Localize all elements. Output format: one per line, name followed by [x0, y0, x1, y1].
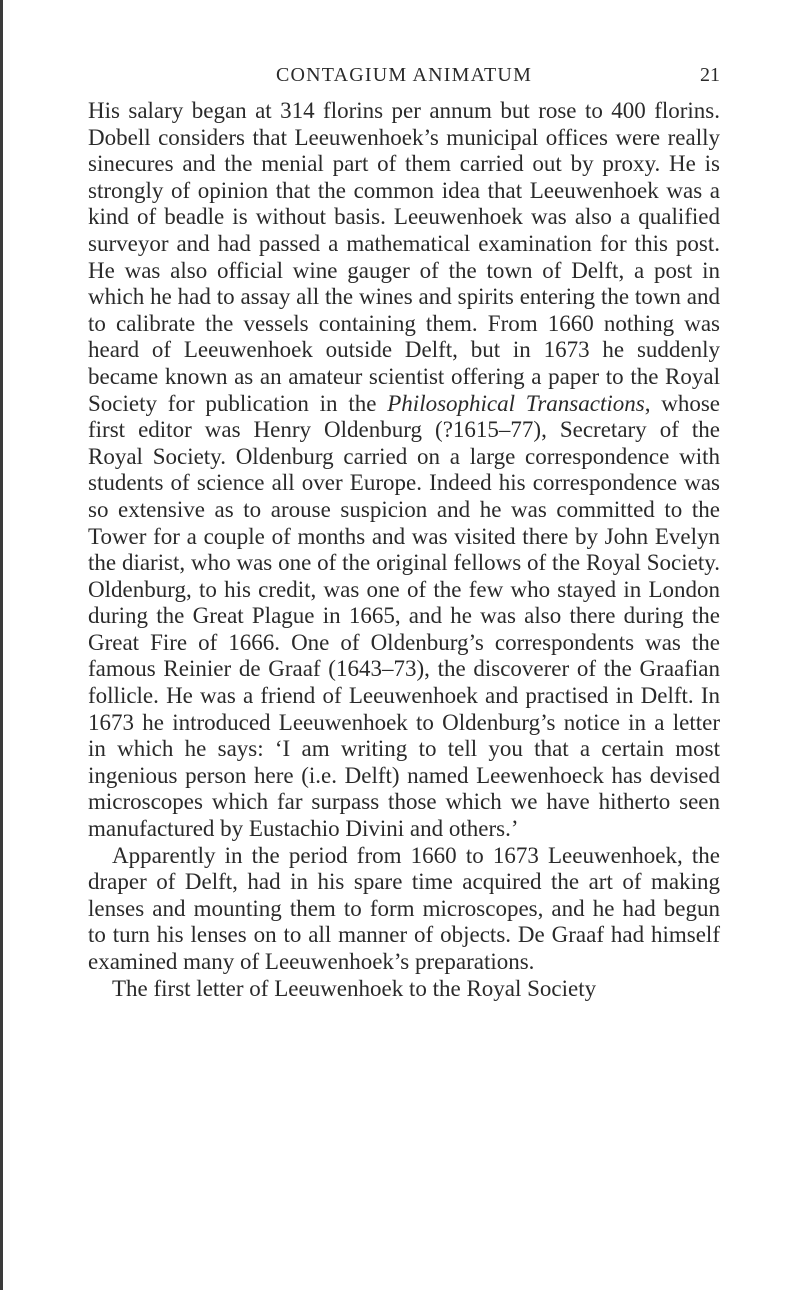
- paragraph-1-text-a: His salary began at 314 florins per annum but rose to 400 florins. Dobell considers that Leeuwenhoek’s municipal offices were really sinecures and the menial part of them carried out by proxy. He is strongly of opinion that the common idea that Leeuwenhoek was a kind of beadle is without basis. Leeuwenhoek was also a qualified surveyor and had passed a mathematical examination for this post. He was also official wine gauger of the town of Delft, a post in which he had to assay all the wines and spirits entering the town and to calibrate the vessels containing them. From 1660 nothing was heard of Leeuwenhoek outside Delft, but in 1673 he suddenly became known as an amateur scientist offering a paper to the Royal Society for publication in the: [88, 98, 720, 416]
- running-title: CONTAGIUM ANIMATUM: [275, 64, 533, 86]
- paragraph-2: Apparently in the period from 1660 to 1673 Leeuwenhoek, the draper of Delft, had in his spare time acquired the art of making lenses and mounting them to form microscopes, and he had begun to turn his lenses on to all manner of objects. De Graaf had himself examined many of Leeuwenhoek’s preparations.: [88, 842, 720, 974]
- paragraph-3: The first letter of Leeuwenhoek to the Royal Society: [112, 975, 597, 1001]
- paragraph-1: [88, 98, 720, 843]
- paragraph-1-text-b: , whose first editor was Henry Oldenburg (?1615–77), Secretary of the Royal Society. Oldenburg carried on a large correspondence with students of science all over Europe. Indeed his correspondence was so extensive as to arouse suspicion and he was committed to the Tower for a couple of months and was visited there by John Evelyn the diarist, who was one of the original fellows of the Royal Society. Oldenburg, to his credit, was one of the few who stayed in London during the Great Plague in 1665, and he was also there during the Great Fire of 1666. One of Oldenburg’s correspondents was the famous Reinier de Graaf (1643–73), the discoverer of the Graafian follicle. He was a friend of Leeuwenhoek and practised in Delft. In 1673 he introduced Leeuwenhoek to Oldenburg’s notice in a letter in which he says: ‘I am writing to tell you that a certain most ingenious person here (i.e. Delft) named Leewenhoeck has devised microscopes which far surpass those which we have hitherto seen manufactured by Eustachio Divini and others.’: [88, 390, 720, 842]
- body-text: [88, 98, 720, 1002]
- running-head: [88, 60, 720, 90]
- page-edge: [0, 0, 3, 1290]
- page-number: 21: [700, 64, 720, 86]
- journal-title: Philosophical Transactions: [387, 390, 645, 416]
